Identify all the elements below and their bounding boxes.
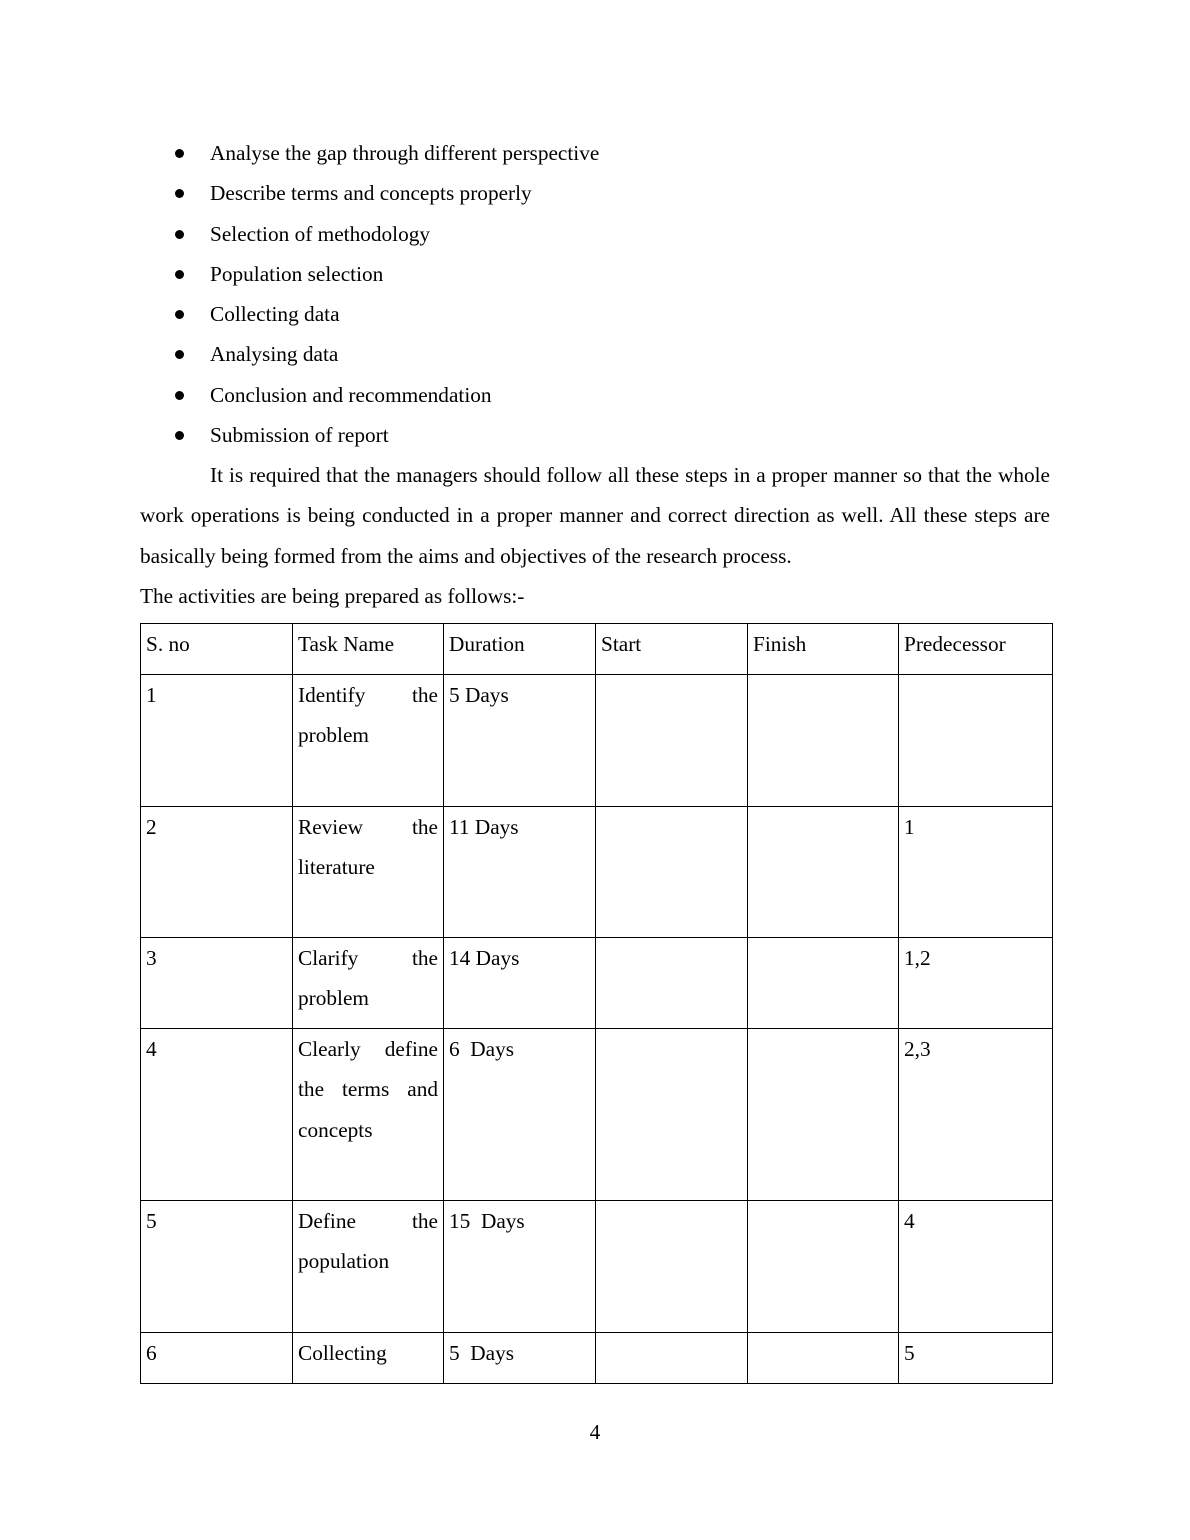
cell-duration: 6 Days (444, 1029, 596, 1201)
list-item-text: Conclusion and recommendation (210, 382, 492, 407)
activities-table (140, 623, 1053, 1384)
cell-finish (748, 1333, 899, 1384)
cell-task-name: Clearly define the terms and concepts (293, 1029, 444, 1201)
list-item-text: Population selection (210, 261, 384, 286)
table-row (141, 807, 1053, 938)
list-item-text: Analysing data (210, 342, 339, 367)
cell-start (596, 807, 748, 938)
column-header-sno: S. no (141, 624, 293, 675)
bullet-icon (175, 391, 184, 400)
bullet-icon (175, 149, 184, 158)
cell-predecessor: 4 (899, 1201, 1053, 1333)
table-row (141, 675, 1053, 807)
list-item (140, 375, 1051, 415)
cell-finish (748, 1029, 899, 1201)
table-row (141, 1029, 1053, 1201)
cell-start (596, 675, 748, 807)
table-intro-line: The activities are being prepared as follows:- (140, 584, 525, 608)
cell-sno: 6 (141, 1333, 293, 1384)
cell-task-name: Review the literature (293, 807, 444, 938)
bullet-icon (175, 310, 184, 319)
bullet-icon (175, 270, 184, 279)
column-header-task-name: Task Name (293, 624, 444, 675)
cell-start (596, 1201, 748, 1333)
column-header-start: Start (596, 624, 748, 675)
list-item-text: Submission of report (210, 423, 389, 448)
cell-task-name: Define the population (293, 1201, 444, 1333)
cell-sno: 1 (141, 675, 293, 807)
cell-task-name: Clarify the problem (293, 938, 444, 1029)
cell-sno: 4 (141, 1029, 293, 1201)
cell-sno: 2 (141, 807, 293, 938)
cell-predecessor: 1,2 (899, 938, 1053, 1029)
cell-sno: 5 (141, 1201, 293, 1333)
table-row (141, 1333, 1053, 1384)
list-item-text: Collecting data (210, 302, 340, 327)
list-item (140, 334, 1051, 374)
list-item (140, 214, 1051, 254)
cell-predecessor (899, 675, 1053, 807)
list-item (140, 173, 1051, 213)
table-header-row (141, 624, 1053, 675)
list-item (140, 294, 1051, 334)
body-paragraph: It is required that the managers should follow all these steps in a proper manner so that the whole work operations is being conducted in a proper manner and correct direction as well. All these steps are basically being formed from the aims and objectives of the research process. (140, 463, 1050, 568)
list-item-text: Selection of methodology (210, 221, 431, 246)
bullet-icon (175, 230, 184, 239)
column-header-duration: Duration (444, 624, 596, 675)
cell-finish (748, 938, 899, 1029)
cell-duration: 5 Days (444, 675, 596, 807)
cell-duration: 14 Days (444, 938, 596, 1029)
list-item (140, 133, 1051, 173)
page-number: 4 (589, 1420, 601, 1444)
list-item-text: Describe terms and concepts properly (210, 181, 532, 206)
cell-sno: 3 (141, 938, 293, 1029)
cell-finish (748, 1201, 899, 1333)
table-row (141, 938, 1053, 1029)
bullet-icon (175, 431, 184, 440)
table-row (141, 1201, 1053, 1333)
list-item-text: Analyse the gap through different perspective (210, 141, 600, 165)
list-item (140, 254, 1051, 294)
column-header-predecessor: Predecessor (899, 624, 1053, 675)
cell-finish (748, 675, 899, 807)
cell-task-name: Identify the problem (293, 675, 444, 807)
list-item (140, 415, 1051, 455)
cell-finish (748, 807, 899, 938)
cell-start (596, 1333, 748, 1384)
cell-duration: 15 Days (444, 1201, 596, 1333)
cell-duration: 11 Days (444, 807, 596, 938)
cell-duration: 5 Days (444, 1333, 596, 1384)
cell-predecessor: 5 (899, 1333, 1053, 1384)
cell-predecessor: 2,3 (899, 1029, 1053, 1201)
cell-predecessor: 1 (899, 807, 1053, 938)
bullet-icon (175, 189, 184, 198)
steps-bullet-list (140, 133, 1051, 455)
bullet-icon (175, 350, 184, 359)
cell-start (596, 938, 748, 1029)
cell-start (596, 1029, 748, 1201)
column-header-finish: Finish (748, 624, 899, 675)
cell-task-name: Collecting (293, 1333, 444, 1384)
